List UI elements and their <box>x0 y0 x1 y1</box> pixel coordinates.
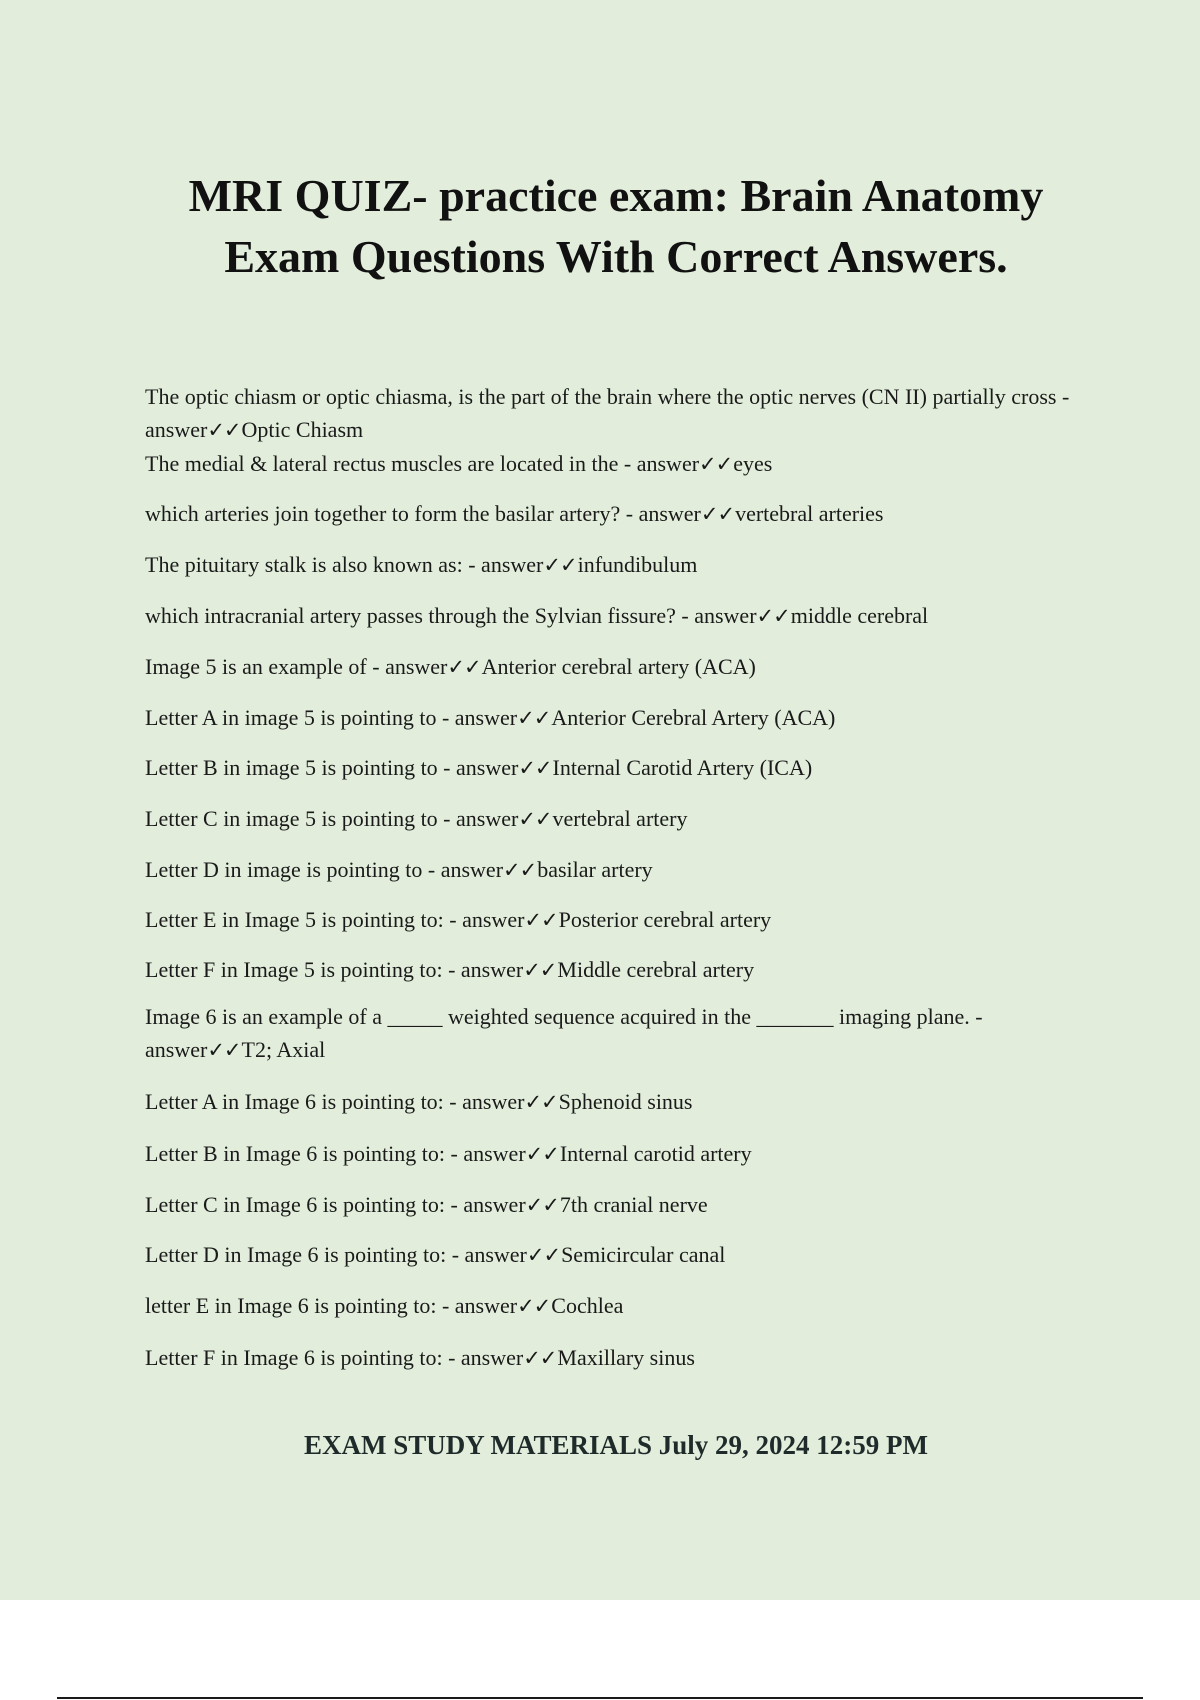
qa-item <box>145 751 1090 785</box>
question-text: Letter B in image 5 is pointing to - answer <box>145 755 519 780</box>
double-check-icon: ✓✓ <box>526 1243 561 1267</box>
question-text: Letter F in Image 5 is pointing to: - answer <box>145 957 524 982</box>
answer-text: eyes <box>733 451 773 476</box>
answer-text: middle cerebral <box>790 603 929 628</box>
qa-item <box>145 548 1090 582</box>
qa-item <box>145 650 1090 684</box>
question-text: Letter F in Image 6 is pointing to: - answer <box>145 1345 524 1370</box>
qa-item <box>145 1341 1090 1375</box>
question-text: Letter E in Image 5 is pointing to: - answer <box>145 907 525 932</box>
double-check-icon: ✓✓ <box>207 1038 241 1062</box>
qa-item <box>145 1137 1090 1171</box>
qa-item <box>145 953 1090 987</box>
qa-item <box>145 599 1090 633</box>
qa-item <box>145 802 1090 836</box>
question-text: Letter A in Image 6 is pointing to: - answer <box>145 1089 525 1114</box>
answer-text: vertebral artery <box>552 806 688 831</box>
double-check-icon: ✓✓ <box>543 553 577 577</box>
double-check-icon: ✓✓ <box>525 1193 559 1217</box>
double-check-icon: ✓✓ <box>756 604 790 628</box>
answer-text: Cochlea <box>551 1293 624 1318</box>
answer-text: vertebral arteries <box>735 501 884 526</box>
qa-item <box>145 1188 1090 1222</box>
double-check-icon: ✓✓ <box>523 958 557 982</box>
double-check-icon: ✓✓ <box>517 706 551 730</box>
qa-item <box>145 1085 1090 1119</box>
question-text: letter E in Image 6 is pointing to: - answer <box>145 1293 518 1318</box>
double-check-icon: ✓✓ <box>524 908 558 932</box>
question-text: Image 6 is an example of a _____ weighted sequence acquired in the _______ imaging plane. - answer <box>145 1004 983 1062</box>
double-check-icon: ✓✓ <box>517 1294 551 1318</box>
question-text: Letter B in Image 6 is pointing to: - answer <box>145 1141 526 1166</box>
double-check-icon: ✓✓ <box>503 858 537 882</box>
answer-text: T2; Axial <box>241 1037 326 1062</box>
answer-text: Optic Chiasm <box>241 417 364 442</box>
answer-text: basilar artery <box>537 857 653 882</box>
answer-text: Internal carotid artery <box>559 1141 752 1166</box>
double-check-icon: ✓✓ <box>524 1090 558 1114</box>
double-check-icon: ✓✓ <box>518 756 552 780</box>
answer-text: Anterior Cerebral Artery (ACA) <box>551 705 836 730</box>
qa-item <box>145 447 1090 481</box>
qa-item <box>145 497 1090 531</box>
qa-item <box>145 1289 1090 1323</box>
double-check-icon: ✓✓ <box>525 1142 559 1166</box>
question-text: Letter C in Image 6 is pointing to: - answer <box>145 1192 526 1217</box>
qa-item <box>145 1238 1090 1272</box>
qa-item <box>145 1000 1090 1067</box>
answer-text: 7th cranial nerve <box>559 1192 708 1217</box>
question-text: Letter D in image is pointing to - answer <box>145 857 504 882</box>
question-text: Letter C in image 5 is pointing to - answer <box>145 806 519 831</box>
double-check-icon: ✓✓ <box>207 418 241 442</box>
qa-item <box>145 853 1090 887</box>
bottom-divider <box>57 1697 1143 1699</box>
document-footer: EXAM STUDY MATERIALS July 29, 2024 12:59 PM <box>303 1430 929 1460</box>
qa-item <box>145 380 1090 447</box>
answer-text: Sphenoid sinus <box>558 1089 693 1114</box>
answer-text: Maxillary sinus <box>557 1345 695 1370</box>
double-check-icon: ✓✓ <box>523 1346 557 1370</box>
answer-text: infundibulum <box>577 552 698 577</box>
double-check-icon: ✓✓ <box>699 452 733 476</box>
double-check-icon: ✓✓ <box>518 807 552 831</box>
qa-item <box>145 701 1090 735</box>
double-check-icon: ✓✓ <box>447 655 481 679</box>
question-text: The optic chiasm or optic chiasma, is the part of the brain where the optic nerves (CN II) partially cross - answer <box>145 384 1070 442</box>
double-check-icon: ✓✓ <box>700 502 735 526</box>
question-text: Letter A in image 5 is pointing to - answer <box>145 705 518 730</box>
question-text: which intracranial artery passes through the Sylvian fissure? - answer <box>145 603 757 628</box>
document-title <box>100 165 1132 287</box>
question-text: Image 5 is an example of - answer <box>145 654 448 679</box>
title-line-2: Exam Questions With Correct Answers. <box>224 231 1008 282</box>
question-text: Letter D in Image 6 is pointing to: - answer <box>145 1242 527 1267</box>
answer-text: Internal Carotid Artery (ICA) <box>552 755 813 780</box>
question-text: The pituitary stalk is also known as: - answer <box>145 552 544 577</box>
answer-text: Semicircular canal <box>561 1242 726 1267</box>
answer-text: Posterior cerebral artery <box>558 907 772 932</box>
answer-text: Anterior cerebral artery (ACA) <box>481 654 756 679</box>
title-line-1: MRI QUIZ- practice exam: Brain Anatomy <box>188 170 1044 221</box>
question-text: The medial & lateral rectus muscles are located in the - answer <box>145 451 700 476</box>
answer-text: Middle cerebral artery <box>557 957 755 982</box>
qa-item <box>145 903 1090 937</box>
question-text: which arteries join together to form the basilar artery? - answer <box>145 501 701 526</box>
